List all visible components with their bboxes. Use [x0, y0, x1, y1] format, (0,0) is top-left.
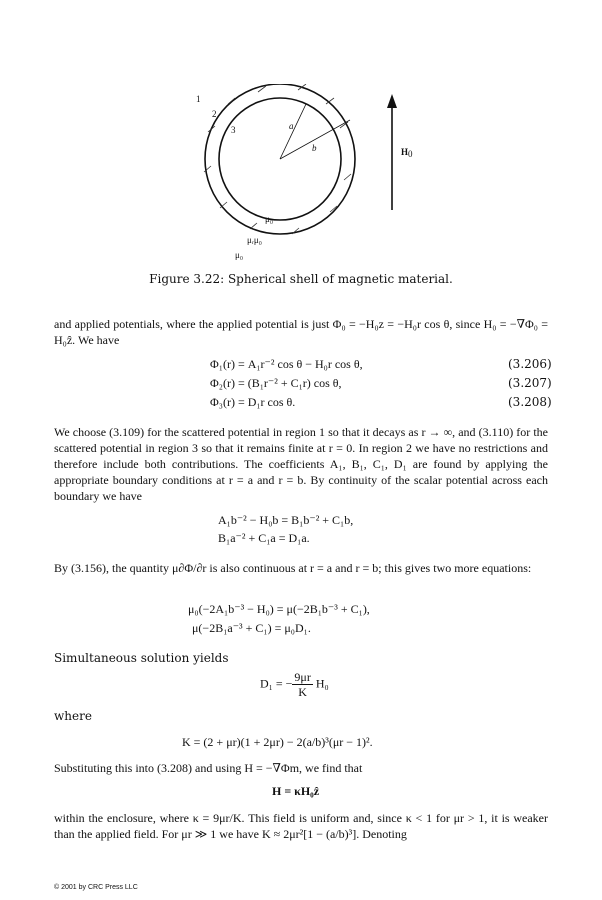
mu-shell-label: μᵣμ₀	[247, 235, 262, 245]
paragraph-simultaneous: Simultaneous solution yields	[54, 651, 229, 665]
equation-3-207: Φ₂(r) = (B₁r⁻² + C₁r) cos θ,	[210, 376, 342, 390]
radius-a-line	[280, 104, 306, 159]
equation-3-206: Φ₁(r) = A₁r⁻² cos θ − H₀r cos θ,	[210, 357, 363, 371]
paragraph-substituting: Substituting this into (3.208) and using H = −∇Φm, we find that	[54, 761, 363, 775]
paragraph-normal-derivative: By (3.156), the quantity μ∂Φ/∂r is also continuous at r = a and r = b; this gives two more equations:	[54, 561, 532, 575]
mu-inner-label: μ₀	[265, 214, 273, 224]
field-label-subscript: 0	[408, 149, 413, 159]
equation-derivative-b: μ₀(−2A₁b⁻³ − H₀) = μ(−2B₁b⁻³ + C₁),	[188, 602, 370, 616]
d1-numerator: 9μr	[294, 670, 311, 684]
equation-continuity-b: A₁b⁻² − H₀b = B₁b⁻² + C₁b,	[218, 513, 354, 527]
d1-denominator: K	[298, 685, 307, 699]
spherical-shell-figure	[180, 84, 420, 269]
d1-rhs: H₀	[315, 676, 329, 691]
equation-h-field: H = κH₀ẑ	[272, 784, 320, 798]
region-label-3: 3	[231, 125, 236, 135]
region-label-2: 2	[212, 109, 217, 119]
d1-lhs: D₁ = −	[260, 676, 293, 691]
field-label: H	[401, 147, 409, 157]
mu-outer-label: μ₀	[235, 250, 243, 260]
equation-d1	[260, 670, 329, 699]
figure-caption: Figure 3.22: Spherical shell of magnetic material.	[149, 272, 453, 286]
equation-number-3-206: (3.206)	[508, 357, 552, 371]
region-label-1: 1	[196, 94, 201, 104]
paragraph-where: where	[54, 709, 92, 723]
equation-derivative-a: μ(−2B₁a⁻³ + C₁) = μ₀D₁.	[192, 621, 311, 635]
field-arrow-head	[387, 94, 397, 108]
radius-b-label: b	[312, 143, 317, 153]
equation-continuity-a: B₁a⁻² + C₁a = D₁a.	[218, 531, 310, 545]
paragraph-enclosure-field: within the enclosure, where κ = 9μr/K. This field is uniform and, since κ < 1 for μr > 1, it is weaker than the applied field. For μr ≫ 1 we have K ≈ 2μr²[1 − (a/b)³]. Denoting	[54, 811, 548, 841]
d1-fraction	[292, 670, 312, 699]
equation-3-208: Φ₃(r) = D₁r cos θ.	[210, 395, 296, 409]
paragraph-applied-potentials: and applied potentials, where the applied potential is just Φ₀ = −H₀z = −H₀r cos θ, since H₀ = −∇Φ₀ = H₀ẑ. We have	[54, 317, 548, 347]
equation-number-3-208: (3.208)	[508, 395, 552, 409]
equation-number-3-207: (3.207)	[508, 376, 552, 390]
radius-a-label: a	[289, 121, 294, 131]
paragraph-boundary-choice: We choose (3.109) for the scattered potential in region 1 so that it decays as r → ∞, and (3.110) for the scattered potential in region 3 so that it remains finite at r = 0. In region 2 we have no restrictions and therefore include both contributions. The coefficients A₁, B₁, C₁, D₁ are found by applying the appropriate boundary conditions at r = a and r = b. By continuity of the scalar potential across each boundary we have	[54, 425, 548, 503]
copyright-notice: © 2001 by CRC Press LLC	[54, 884, 138, 891]
equation-k: K = (2 + μr)(1 + 2μr) − 2(a/b)³(μr − 1)².	[182, 735, 373, 749]
